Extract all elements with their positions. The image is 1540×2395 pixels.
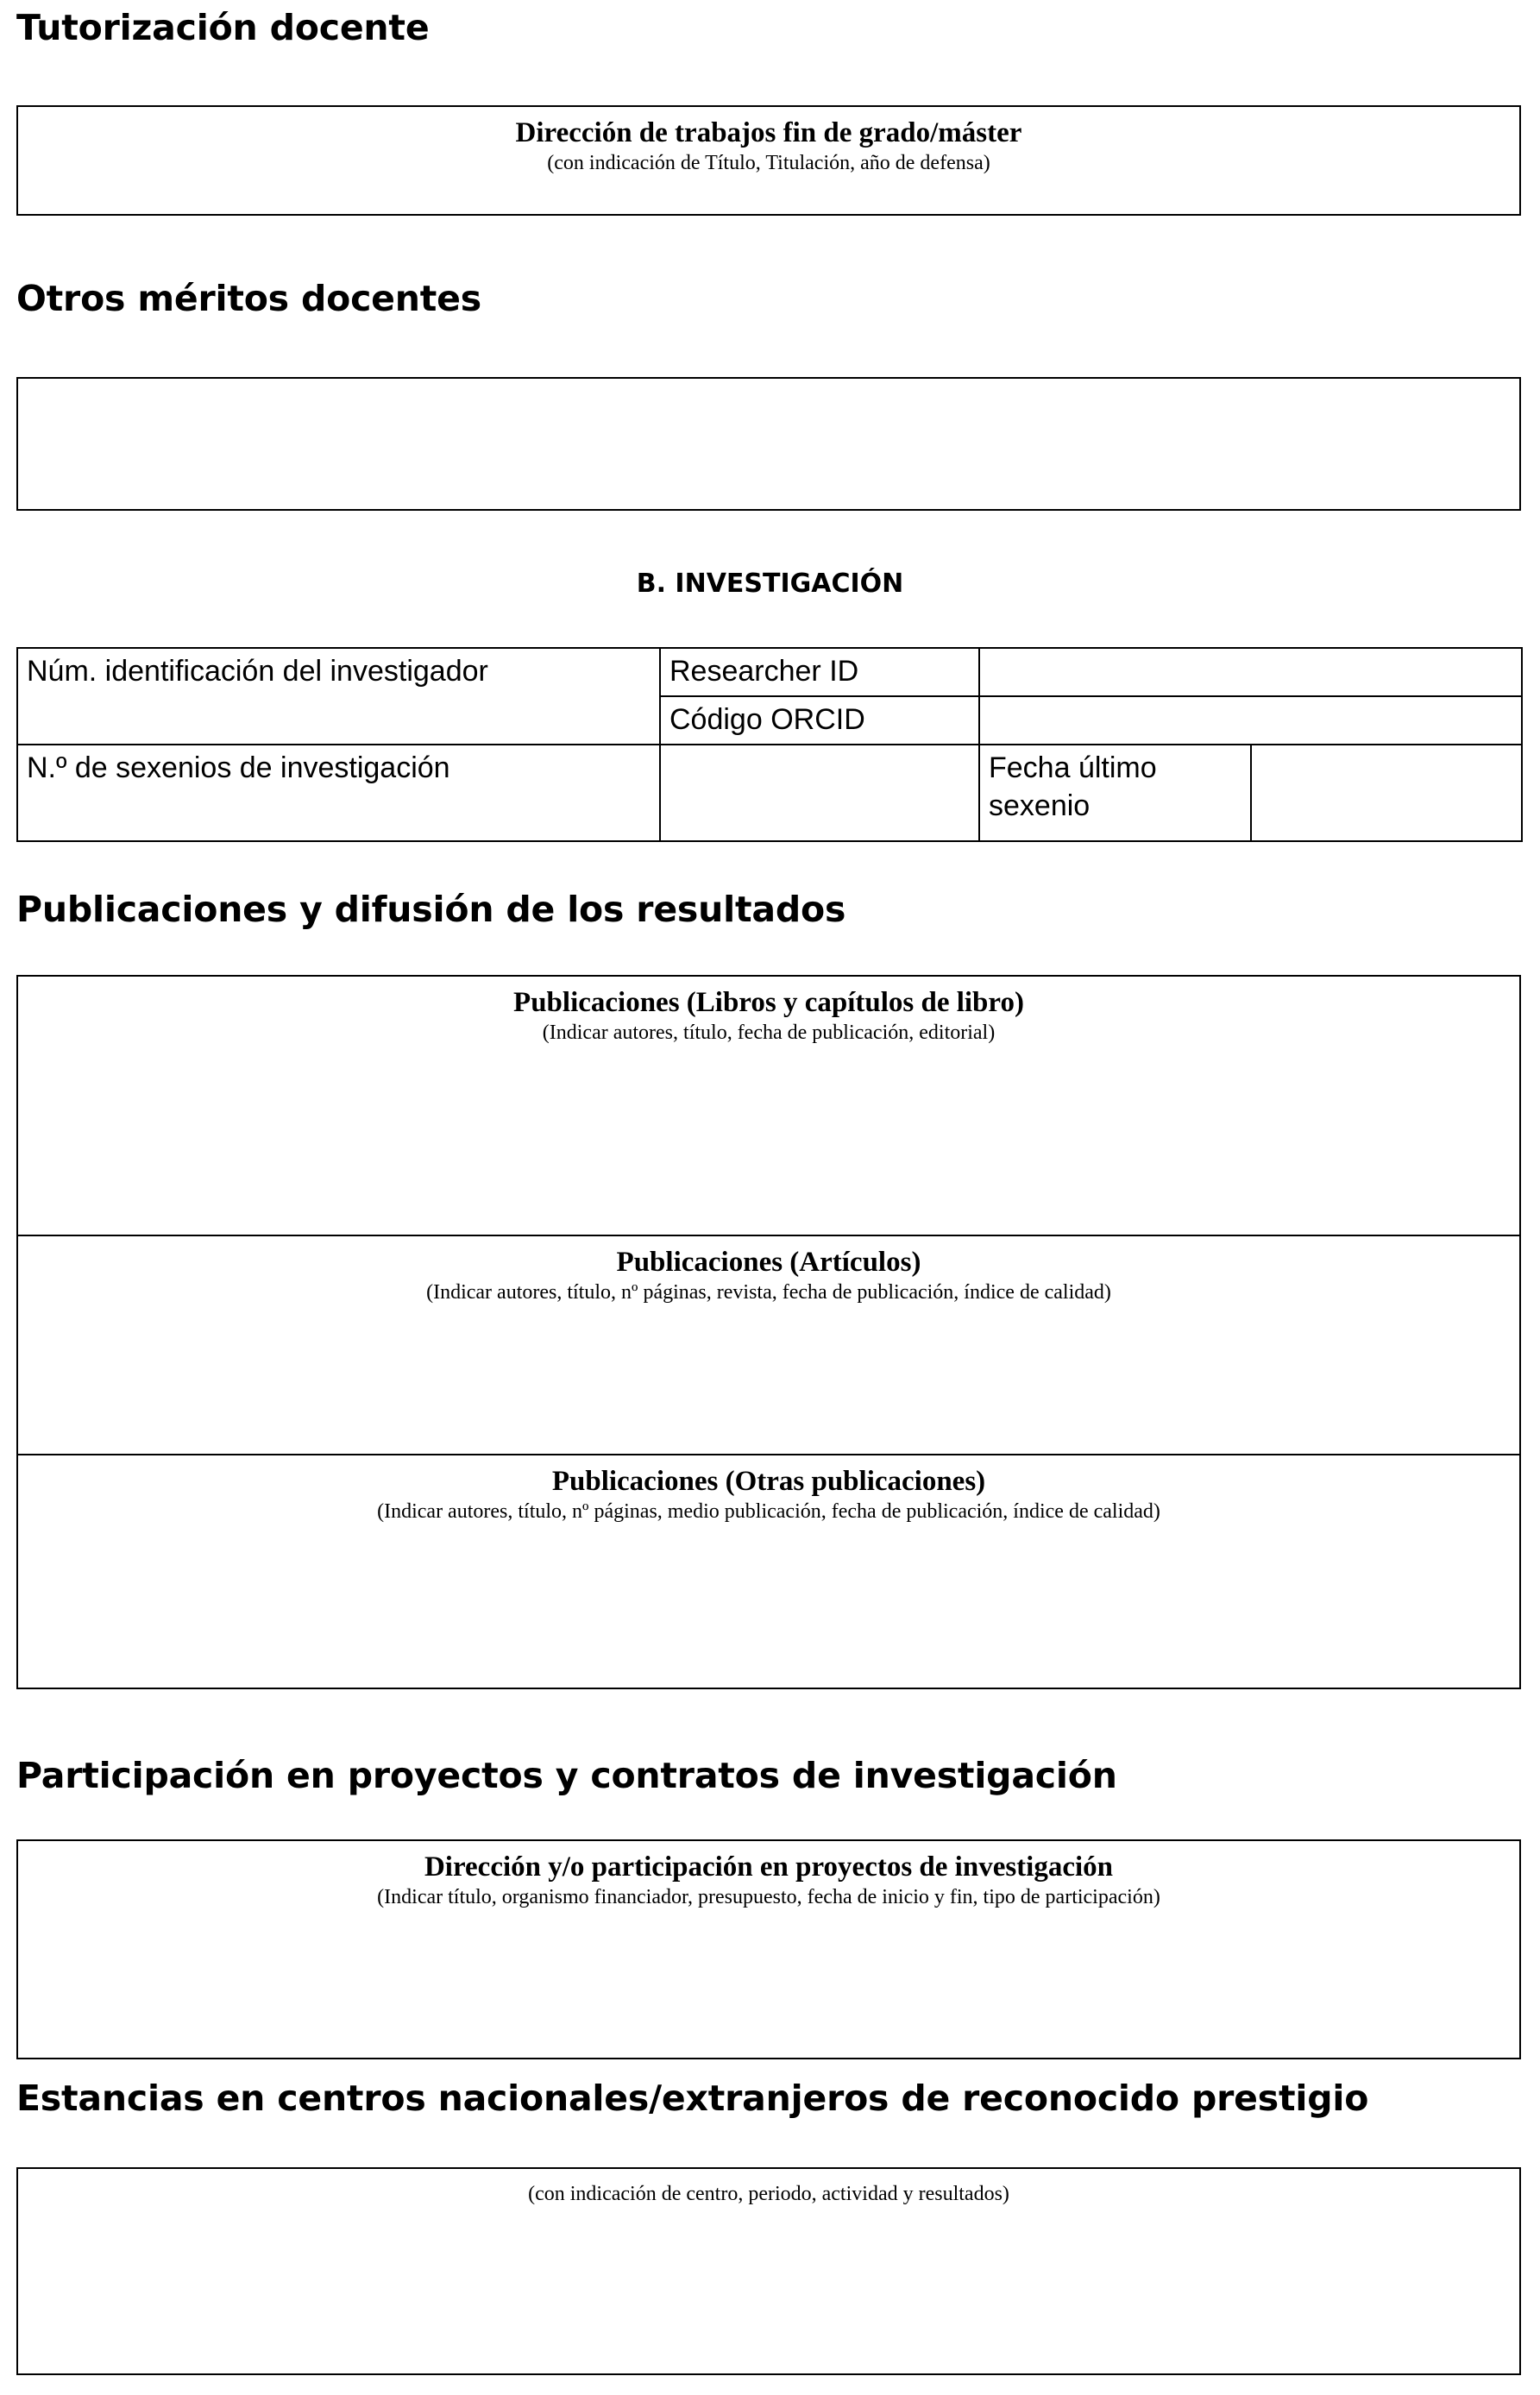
publicaciones-otras-box[interactable] <box>18 1455 1519 1688</box>
proyectos-box-subtitle: (Indicar título, organismo financiador, presupuesto, fecha de inicio y fin, tipo de participación) <box>377 1886 1160 1908</box>
proyectos-box-title: Dirección y/o participación en proyectos de investigación <box>424 1851 1114 1883</box>
field-num-sexenios-value[interactable] <box>660 745 979 841</box>
section-heading-otros-meritos: Otros méritos docentes <box>16 278 481 319</box>
otros-meritos-docentes-box[interactable] <box>16 377 1521 511</box>
field-researcher-id-value[interactable] <box>979 648 1522 696</box>
publicaciones-articulos-subtitle: (Indicar autores, título, nº páginas, revista, fecha de publicación, índice de calidad) <box>426 1281 1111 1304</box>
section-heading-tutorizacion: Tutorización docente <box>16 7 430 48</box>
field-fecha-ultimo-sexenio-value[interactable] <box>1251 745 1523 841</box>
cell-num-identificacion-label: Núm. identificación del investigador <box>17 648 660 745</box>
publicaciones-otras-title: Publicaciones (Otras publicaciones) <box>551 1466 986 1497</box>
estancias-box-subtitle: (con indicación de centro, periodo, actividad y resultados) <box>528 2183 1009 2205</box>
tutorizacion-box-subtitle: (con indicación de Título, Titulación, año de defensa) <box>547 152 990 174</box>
cell-num-sexenios-label: N.º de sexenios de investigación <box>17 745 660 841</box>
publicaciones-libros-title: Publicaciones (Libros y capítulos de libro) <box>513 987 1024 1018</box>
section-heading-proyectos: Participación en proyectos y contratos de investigación <box>16 1755 1117 1796</box>
field-codigo-orcid-value[interactable] <box>979 696 1522 745</box>
cell-researcher-id-label: Researcher ID <box>660 648 979 696</box>
otros-meritos-box-title <box>18 379 1519 387</box>
table-row <box>17 745 1522 841</box>
publicaciones-articulos-box[interactable] <box>18 1236 1519 1455</box>
publicaciones-articulos-title: Publicaciones (Artículos) <box>616 1247 921 1278</box>
cell-codigo-orcid-label: Código ORCID <box>660 696 979 745</box>
publicaciones-otras-subtitle: (Indicar autores, título, nº páginas, medio publicación, fecha de publicación, índice de calidad) <box>377 1500 1160 1523</box>
publicaciones-libros-box[interactable] <box>18 977 1519 1236</box>
publicaciones-box-group <box>16 975 1521 1689</box>
tutorizacion-direccion-tfg-box[interactable] <box>16 105 1521 216</box>
section-heading-estancias: Estancias en centros nacionales/extranjeros de reconocido prestigio <box>16 2078 1369 2119</box>
estancias-centros-box[interactable] <box>16 2167 1521 2375</box>
publicaciones-libros-subtitle: (Indicar autores, título, fecha de publicación, editorial) <box>542 1021 996 1044</box>
tutorizacion-box-title: Dirección de trabajos fin de grado/máster <box>515 117 1022 148</box>
part-heading-investigacion: B. INVESTIGACIÓN <box>636 569 904 599</box>
proyectos-investigacion-box[interactable] <box>16 1839 1521 2059</box>
cell-fecha-ultimo-sexenio-label: Fecha último sexenio <box>979 745 1251 841</box>
investigador-identificacion-table <box>16 647 1523 842</box>
section-heading-publicaciones: Publicaciones y difusión de los resultados <box>16 889 846 930</box>
table-row <box>17 648 1522 696</box>
